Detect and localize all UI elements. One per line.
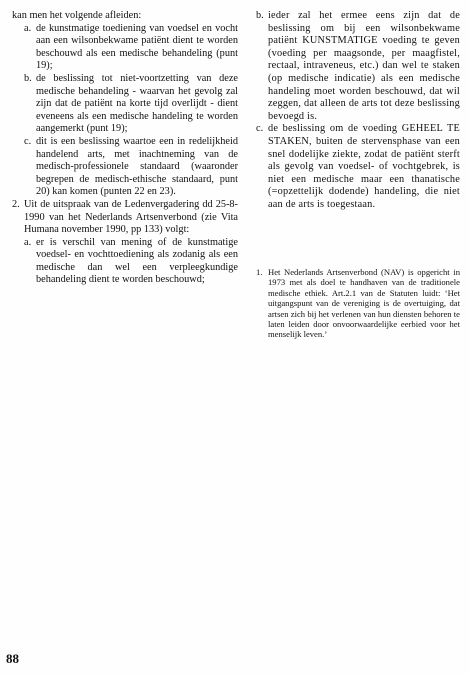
list-item-text: ieder zal het ermee eens zijn dat de beslissing om bij een wilsonbekwame patiënt KUNSTMATIGE voeding te geven (voeding per maagsonde, per maagfistel, rectaal, intraveneus, etc.) dan wel te staken (op medische indicatie) als een medische handeling moet worden beschouwd, dat wil zeggen, dat alleen de arts tot deze beslissing bevoegd is. [268, 10, 460, 122]
list-item-text: dit is een beslissing waartoe een in redelijkheid handelend arts, met inachtneming van de medisch-professionele standaard (waaronder begrepen de medisch-ethische standaard, punt 20) kan komen (punten 22 en 23). [36, 135, 238, 198]
list-item-2a [24, 237, 238, 287]
footnote-text: Het Nederlands Artsenverbond (NAV) is opgericht in 1973 met als doel te handhaven van de traditionele medische ethiek. Art.2.1 van de Statuten luidt: ‘Het uitgangspunt van de vereniging is de overtuiging, dat artsen zich bij het verlenen van hun diensten behoren te laten leiden door onvoorwaardelijke eerbied voor het menselijk leven.’ [268, 267, 460, 340]
list-item-text: Uit de uitspraak van de Ledenvergadering dd 25-8-1990 van het Nederlands Artsenverbond (zie Vita Humana november 1990, pp 133) volgt: [24, 198, 238, 236]
page-number: 88 [6, 651, 19, 666]
footnote-marker: 1. [256, 267, 263, 277]
list-item-2 [12, 199, 238, 287]
right-column [256, 10, 460, 212]
list-item-c-continued [256, 123, 460, 211]
list-marker: a. [24, 22, 32, 34]
list-marker: c. [256, 123, 264, 135]
footnote [256, 267, 460, 340]
list-marker: b. [24, 72, 32, 84]
list-item-text: de beslissing tot niet-voortzetting van deze medische behandeling - waarvan het gevolg zal zijn dat de patiënt na korte tijd overlijdt - dient eveneens als een medische handeling te worden aangemerkt (punt 19); [36, 72, 238, 135]
list-item-a [24, 23, 238, 73]
list-item-text: de beslissing om de voeding GEHEEL TE STAKEN, buiten de stervensphase van een snel dodelijke ziekte, zodat de patiënt sterft als gevolg van voedsel- of vochtgebrek, is niet een medische maar een thanatische (=opzettelijk dodende) handeling, die niet aan de arts is toegestaan. [268, 123, 460, 210]
list-marker: 2. [12, 198, 20, 210]
list-item-2-body [24, 199, 238, 287]
list-marker: a. [24, 236, 32, 248]
list-item-text: er is verschil van mening of de kunstmatige voedsel- en vochttoediening als zodanig als een medische dan wel een verpleegkundige behandeling dient te worden beschouwd; [36, 236, 238, 286]
list-marker: b. [256, 10, 264, 21]
left-column [12, 10, 238, 287]
list-marker: c. [24, 135, 32, 147]
list-item-c [24, 136, 238, 199]
list-a-to-c [24, 23, 238, 199]
list-item-b [24, 73, 238, 136]
intro-line: kan men het volgende afleiden: [12, 10, 142, 21]
list-item-text: de kunstmatige toediening van voedsel en vocht aan een wilsonbekwame patiënt dient te worden beschouwd als een medische behandeling (punt 19); [36, 22, 238, 72]
list-item-b-continued [256, 10, 460, 123]
